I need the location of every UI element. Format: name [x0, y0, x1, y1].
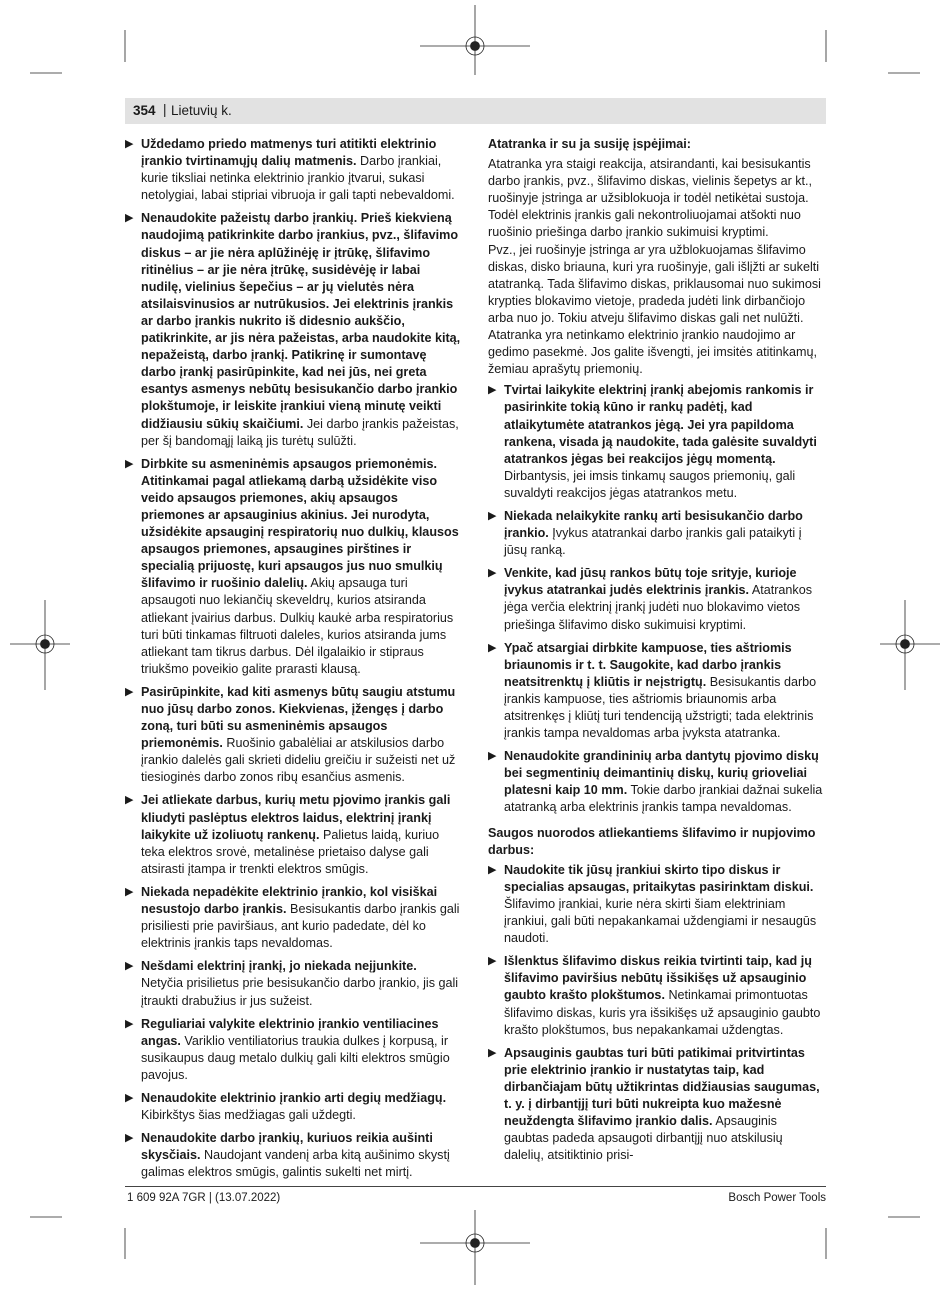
list-item: ▶ Nešdami elektrinį įrankį, jo niekada neįjunkite. Netyčia prisilietus prie besisukančio darbo įrankio, jis gali įtraukti drabužius ir jus sužeist. — [125, 959, 459, 1008]
list-item: ▶ Dirbkite su asmeninėmis apsaugos priemonėmis. Atitinkamai pagal atliekamą darbą užsidėkite viso veido apsaugos priemones, akių apsaugos priemones ar apsauginius akinius. Jei nurodyta, užsidėkite apsauginį respiratorių nuo dulkių, klausos apsaugos priemones, apsaugines pirštines ir specialią prijuostę, kuri apsaugos jus nuo smulkių šlifavimo ir ruošinio dalelių. Akių apsauga turi apsaugoti nuo lekiančių skeveldrų, kurios atsiranda atliekant įvairius darbus. Dulkių kaukė arba respiratorius turi būti tinkamas filtruoti daleles, kurios atsiranda jums atliekant tam tikrus darbus. Dėl ilgalaikio ir stipraus triukšmo poveikio galite prarasti klausą. — [125, 456, 459, 676]
kickback-paragraph: Pvz., jei ruošinyje įstringa ar yra užblokuojamas šlifavimo diskas, disko briauna, kuri yra ruošinyje, gali išlįžti ar sukelti atatranką. Tada šlifavimo diskas, priklausomai nuo sukimosi krypties blokavimo vietoje, pradeda judėti link dirbančiojo arba nuo jo. Tokiu atveju šlifavimo diskas gali net nulūžti. — [488, 242, 821, 325]
list-item: ▶ Nenaudokite pažeistų darbo įrankių. Prieš kiekvieną naudojimą patikrinkite darbo įrankius, pvz., šlifavimo diskus – ar jie nėra aplūžinėję ir įtrūkę, šlifavimo ritinėlius – ar jie nėra įtrūkę, susidėvėję ir labai nudilę, vielinius šepečius – ar jų vielutės nėra atsilaisvinusios ar nutrūkusios. Jei elektrinis įrankis ar darbo įrankis nukrito iš didesnio aukščio, patikrinkite, ar jis nėra pažeistas, arba naudokite kitą, nepažeistą, darbo įrankį. Patikrinę ir sumontavę darbo įrankį pasirūpinkite, kad nei jūs, nei greta esantys asmenys nebūtų besisukančio darbo įrankio plokštumoje, ir leiskite įrankiui vieną minutę veikti didžiausiu sūkių skaičiumi. Jei darbo įrankis pažeistas, per šį bandomąjį laiką jis turėtų sulūžti. — [125, 211, 461, 448]
list-item: ▶ Pasirūpinkite, kad kiti asmenys būtų saugiu atstumu nuo jūsų darbo zonos. Kiekvienas, įžengęs į darbo zoną, turi būti su asmeninėmis apsaugos priemonėmis. Ruošinio gabalėliai ar atskilusios darbo įrankio dalelės gali skrieti dideliu greičiu ir sužeisti net už tiesioginės darbo zonos ribų esančius asmenis. — [125, 684, 456, 785]
list-item: ▶ Venkite, kad jūsų rankos būtų toje srityje, kurioje įvykus atatrankai judės elektrinis įrankis. Atatrankos jėga verčia elektrinį įrankį judėti nuo blokavimo vietos priešinga šlifavimo disko sukimuisi kryptimi. — [488, 566, 813, 632]
header-language: Lietuvių k. — [171, 103, 232, 118]
kickback-paragraph: Atatranka yra staigi reakcija, atsirandanti, kai besisukantis darbo įrankis, pvz., šlifavimo diskas, vielinis šepetys ar kt., ruošinyje įstringa ar užsiblokuoja ir todėl netikėtai sustoja. Todėl elektrinis įrankis gali nekontroliuojamai atšokti nuo ruošinio priešinga darbo įrankio sukimuisi kryptimi. — [488, 157, 813, 240]
bullet-icon: ▶ — [488, 384, 497, 397]
bullet-icon: ▶ — [125, 1017, 134, 1030]
kickback-heading: Atatranka ir su ja susiję įspėjimai: — [488, 137, 691, 151]
bullet-icon: ▶ — [125, 885, 134, 898]
bullet-icon: ▶ — [488, 1046, 497, 1059]
list-item: ▶ Jei atliekate darbus, kurių metu pjovimo įrankis gali kliudyti paslėptus elektros laidus, elektrinį įrankį laikykite už izoliuotų rankenų. Palietus laidą, kuriuo teka elektros srovė, metalinėse prietaiso dalyse gali atsirasti įtampa ir trenkti elektros smūgis. — [125, 793, 451, 876]
bullet-icon: ▶ — [488, 509, 497, 522]
list-item: ▶ Tvirtai laikykite elektrinį įrankį abejomis rankomis ir pasirinkite tokią kūno ir rankų padėtį, kad atlaikytumėte atatrankos jėgą. Jei yra papildoma rankena, visada ją naudokite, tada galėsite suvaldyti atatrankos jėgas bei reakcijos jėgų momentą. Dirbantysis, jei imsis tinkamų saugos priemonių, gali suvaldyti reakcijos jėgas atatrankos metu. — [488, 383, 817, 500]
header-separator: | — [163, 102, 167, 117]
bullet-icon: ▶ — [488, 641, 497, 654]
bullet-icon: ▶ — [488, 955, 497, 968]
list-item: ▶ Niekada nelaikykite rankų arti besisukančio darbo įrankio. Įvykus atatrankai darbo įrankis gali pataikyti į jūsų ranką. — [488, 508, 803, 558]
list-item: ▶ Uždedamo priedo matmenys turi atitikti elektrinio įrankio tvirtinamųjų dalių matmenis. Darbo įrankiai, kurie tiksliai netinka elektrinio įrankio įtvarui, sukasi netolygiai, labai stipriai vibruoja ir gali tapti nebevaldomi. — [125, 137, 455, 203]
footer-document-id: 1 609 92A 7GR | (13.07.2022) — [127, 1192, 281, 1204]
bullet-icon: ▶ — [488, 567, 497, 580]
grinding-heading: Saugos nuorodos atliekantiems šlifavimo ir nupjovimo darbus: — [488, 825, 816, 857]
left-column — [125, 136, 462, 1187]
list-item: ▶ Ypač atsargiai dirbkite kampuose, ties aštriomis briaunomis ir t. t. Saugokite, kad darbo įrankis neatsitrenktų į kliūtis ir neįstrigtų. Besisukantis darbo įrankis kampuose, ties aštriomis briaunomis arba atsitrenkęs į kliūtį turi tendenciją užstrigti; tada elektrinis įrankis tampa nevaldomas arba įvyksta atatranka. — [488, 640, 817, 741]
footer-brand: Bosch Power Tools — [728, 1192, 826, 1204]
right-column — [488, 136, 825, 1170]
bullet-icon: ▶ — [488, 750, 497, 763]
list-item: ▶ Apsauginis gaubtas turi būti patikimai pritvirtintas prie elektrinio įrankio ir nustatytas taip, kad dirbančiajam būtų užtikrintas didžiausias saugumas, t. y. į dirbantįjį turi būti nukreipta kuo mažesnė neuždengta šlifavimo įrankio dalis. Apsauginis gaubtas padeda apsaugoti dirbantįjį nuo atskilusių dalelių, atsitiktinio prisi- — [488, 1045, 820, 1163]
bullet-icon: ▶ — [125, 1091, 134, 1104]
bullet-icon: ▶ — [125, 138, 134, 150]
bullet-icon: ▶ — [125, 457, 134, 470]
list-item: ▶ Išlenktus šlifavimo diskus reikia tvirtinti taip, kad jų šlifavimo paviršius nebūtų išsikišęs už apsauginio gaubto krašto plokštumos. Netinkamai primontuotas šlifavimo diskas, kuris yra išsikišęs už apsauginio gaubto krašto plokštumos, bus nepakankamai uždengtas. — [488, 954, 821, 1037]
list-item: ▶ Naudokite tik jūsų įrankiui skirto tipo diskus ir specialias apsaugas, pritaikytas pasirinktam diskui. Šlifavimo įrankiai, kurie nėra skirti šiam elektriniam įrankiui, gali būti nepakankamai uždengiami ir nesaugūs naudoti. — [488, 862, 817, 946]
bullet-icon: ▶ — [125, 1132, 134, 1145]
bullet-icon: ▶ — [125, 960, 134, 973]
list-item: ▶ Nenaudokite elektrinio įrankio arti degių medžiagų. Kibirkštys šias medžiagas gali uždegti. — [125, 1090, 447, 1123]
footer-divider — [125, 1186, 826, 1187]
list-item: ▶ Reguliariai valykite elektrinio įrankio ventiliacines angas. Variklio ventiliatorius traukia dulkes į korpusą, ir susikaupus daug metalo dulkių gali kilti elektros smūgio pavojus. — [125, 1016, 450, 1082]
bullet-icon: ▶ — [125, 794, 134, 807]
bullet-icon: ▶ — [488, 863, 497, 876]
kickback-paragraph: Atatranka yra netinkamo elektrinio įrankio naudojimo ar gedimo pasekmė. Jos galite išvengti, jei imsitės atitinkamų, žemiau aprašytų priemonių. — [488, 328, 817, 377]
list-item: ▶ Nenaudokite grandininių arba dantytų pjovimo diskų bei segmentinių deimantinių diskų, kurių grioveliai platesni kaip 10 mm. Tokie darbo įrankiai dažnai sukelia atatranką arba elektrinis įrankis tampa nevaldomas. — [488, 749, 823, 815]
bullet-icon: ▶ — [125, 685, 134, 698]
bullet-icon: ▶ — [125, 212, 134, 225]
page-number: 354 — [133, 103, 156, 118]
list-item: ▶ Niekada nepadėkite elektrinio įrankio, kol visiškai nesustojo darbo įrankis. Besisukantis darbo įrankis gali prisiliesti prie paviršiaus, ant kurio padedate, dėl ko elektrinis įrankis taps nevaldomas. — [125, 884, 460, 951]
list-item: ▶ Nenaudokite darbo įrankių, kuriuos reikia aušinti skysčiais. Naudojant vandenį arba kitą aušinimo skystį galimas elektros smūgis, galintis sukelti net mirtį. — [125, 1131, 450, 1180]
